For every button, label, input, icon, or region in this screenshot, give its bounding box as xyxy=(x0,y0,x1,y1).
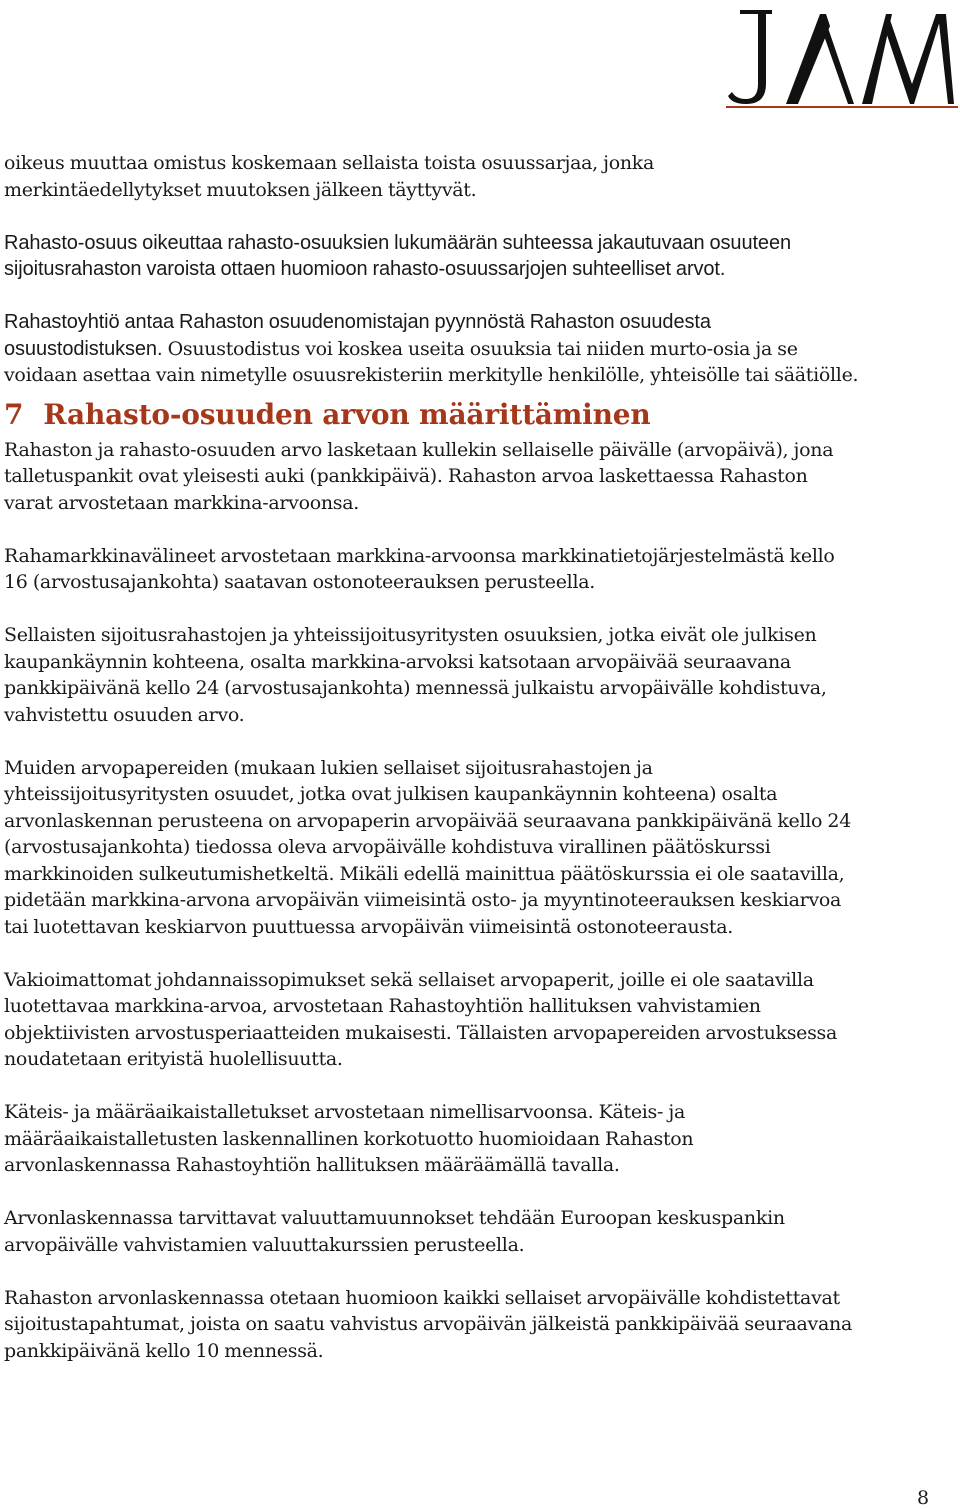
p5-line-2: 16 (arvostusajankohta) saatavan ostonoteerauksen perusteella. xyxy=(4,571,595,593)
p7-line-6: pidetään markkina-arvona arvopäivän viimeisintä osto- ja myyntinoteerauksen keskiarvoa xyxy=(4,889,842,911)
p7-line-4: (arvostusajankohta) tiedossa oleva arvopäivälle kohdistuva virallinen päätöskurssi xyxy=(4,836,771,858)
section-title: Rahasto-osuuden arvon määrittäminen xyxy=(43,397,651,431)
p6-line-2: kaupankäynnin kohteena, osalta markkina-arvoksi katsotaan arvopäivää seuraavana xyxy=(4,650,791,673)
p3-line-2a: osuustodistuksen. xyxy=(4,337,163,360)
section-number: 7 xyxy=(4,397,24,431)
p9-line-2: määräaikaistalletusten laskennallinen korkotuotto huomioidaan Rahaston xyxy=(4,1127,694,1150)
p1-line-2: merkintäedellytykset muutoksen jälkeen täyttyvät. xyxy=(4,178,477,201)
p3-line-1: Rahastoyhtiö antaa Rahaston osuudenomistajan pyynnöstä Rahaston osuudesta xyxy=(4,311,711,333)
p7-line-3: arvonlaskennan perusteena on arvopaperin arvopäivää seuraavana pankkipäivänä kello 24 xyxy=(4,809,851,832)
p8-line-1: Vakioimattomat johdannaissopimukset sekä sellaiset arvopaperit, joille ei ole saatavilla xyxy=(4,968,814,991)
page-number: 8 xyxy=(917,1487,930,1509)
paragraph-6 xyxy=(4,622,954,728)
p6-line-3: pankkipäivänä kello 24 (arvostusajankohta) mennessä julkaistu arvopäivälle kohdistuva, xyxy=(4,677,827,699)
p6-line-4: vahvistettu osuuden arvo. xyxy=(4,703,245,726)
p3-line-2b: Osuustodistus voi koskea useita osuuksia tai niiden murto-osia ja se xyxy=(162,337,798,360)
p7-line-5: markkinoiden sulkeutumishetkeltä. Mikäli edellä mainittua päätöskurssia ei ole saatavilla, xyxy=(4,862,845,885)
p8-line-4: noudatetaan erityistä huolellisuutta. xyxy=(4,1048,343,1070)
p8-line-2: luotettavaa markkina-arvoa, arvostetaan Rahastoyhtiön hallituksen vahvistamien xyxy=(4,995,761,1017)
p11-line-1: Rahaston arvonlaskennassa otetaan huomioon kaikki sellaiset arvopäivälle kohdistettavat xyxy=(4,1286,840,1309)
paragraph-5 xyxy=(4,543,954,596)
p9-line-3: arvonlaskennassa Rahastoyhtiön hallituksen määräämällä tavalla. xyxy=(4,1154,620,1176)
p4-line-2: talletuspankit ovat yleisesti auki (pankkipäivä). Rahaston arvoa laskettaessa Rahaston xyxy=(4,465,808,487)
p9-line-1: Käteis- ja määräaikaistalletukset arvostetaan nimellisarvoonsa. Käteis- ja xyxy=(4,1101,685,1123)
paragraph-10 xyxy=(4,1205,954,1258)
paragraph-4 xyxy=(4,437,954,517)
paragraph-3 xyxy=(4,309,954,389)
p2-line-2: sijoitusrahaston varoista ottaen huomioon rahasto-osuussarjojen suhteelliset arvot. xyxy=(4,258,726,280)
paragraph-2 xyxy=(4,230,954,283)
p8-line-3: objektiivisten arvostusperiaatteiden mukaisesti. Tällaisten arvopapereiden arvostuksessa xyxy=(4,1021,838,1044)
paragraph-9 xyxy=(4,1099,954,1179)
p7-line-2: yhteissijoitusyritysten osuudet, jotka ovat julkisen kaupankäynnin kohteena) osalta xyxy=(4,783,778,805)
p7-line-1: Muiden arvopapereiden (mukaan lukien sellaiset sijoitusrahastojen ja xyxy=(4,756,653,779)
p1-line-1: oikeus muuttaa omistus koskemaan sellaista toista osuussarjaa, jonka xyxy=(4,152,655,174)
paragraph-8 xyxy=(4,967,954,1073)
paragraph-11 xyxy=(4,1285,954,1365)
p6-line-1: Sellaisten sijoitusrahastojen ja yhteissijoitusyritysten osuuksien, jotka eivät ole julkisen xyxy=(4,624,817,646)
section-heading xyxy=(4,395,954,435)
p7-line-7: tai luotettavan keskiarvon puuttuessa arvopäivän viimeisintä ostonoteerausta. xyxy=(4,915,734,938)
p10-line-2: arvopäivälle vahvistamien valuuttakurssien perusteella. xyxy=(4,1233,525,1256)
p10-line-1: Arvonlaskennassa tarvittavat valuuttamuunnokset tehdään Euroopan keskuspankin xyxy=(4,1207,785,1229)
p2-line-1: Rahasto-osuus oikeuttaa rahasto-osuuksien lukumäärän suhteessa jakautuvaan osuuteen xyxy=(4,231,791,254)
paragraph-1 xyxy=(4,150,954,203)
p5-line-1: Rahamarkkinavälineet arvostetaan markkina-arvoonsa markkinatietojärjestelmästä kello xyxy=(4,544,835,567)
jam-logo-icon xyxy=(722,4,960,112)
p11-line-2: sijoitustapahtumat, joista on saatu vahvistus arvopäivän jälkeistä pankkipäivää seuraavana xyxy=(4,1313,852,1335)
p3-line-3: voidaan asettaa vain nimetylle osuusrekisteriin merkitylle henkilölle, yhteisölle tai säätiölle. xyxy=(4,364,859,386)
p4-line-1: Rahaston ja rahasto-osuuden arvo lasketaan kullekin sellaiselle päivälle (arvopäivä), jona xyxy=(4,438,834,461)
p4-line-3: varat arvostetaan markkina-arvoonsa. xyxy=(4,491,360,514)
p11-line-3: pankkipäivänä kello 10 mennessä. xyxy=(4,1339,324,1362)
document-body xyxy=(4,150,954,1364)
paragraph-7 xyxy=(4,755,954,941)
